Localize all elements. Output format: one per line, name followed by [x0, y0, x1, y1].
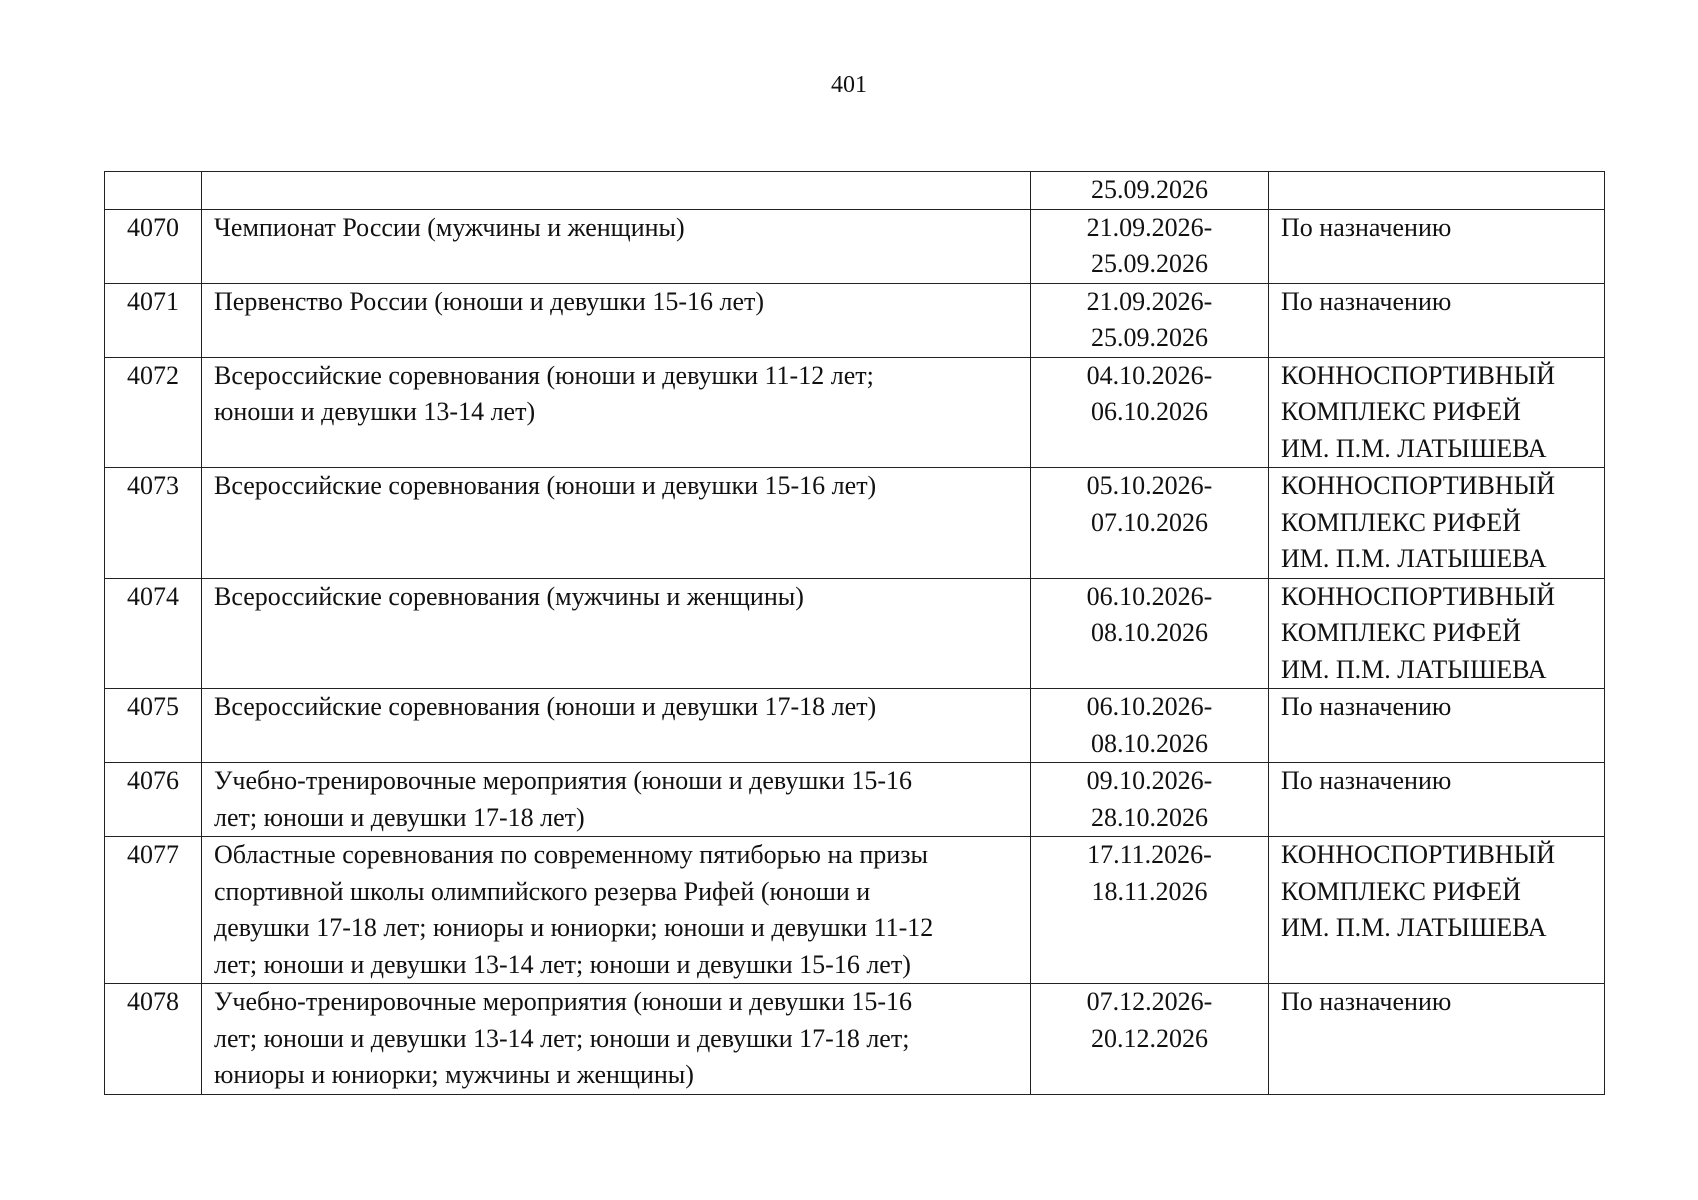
event-name-cell	[202, 689, 1031, 763]
event-dates-line: 06.10.2026-	[1086, 692, 1213, 721]
table-row	[105, 172, 1605, 210]
event-venue-cell	[1269, 578, 1605, 689]
event-dates-cell	[1031, 984, 1269, 1095]
event-dates-cell	[1031, 578, 1269, 689]
event-venue-line: По назначению	[1281, 987, 1452, 1016]
event-number-cell: 4074	[105, 578, 202, 689]
table-row	[105, 283, 1605, 357]
event-name-line: Всероссийские соревнования (юноши и девушки 17-18 лет)	[214, 692, 877, 721]
event-venue-cell	[1269, 357, 1605, 468]
event-number-cell: 4073	[105, 468, 202, 579]
table-row	[105, 578, 1605, 689]
table-row	[105, 468, 1605, 579]
event-venue-cell	[1269, 209, 1605, 283]
event-dates-line: 20.12.2026	[1091, 1023, 1208, 1053]
event-dates-cell	[1031, 283, 1269, 357]
event-venue-line: По назначению	[1281, 212, 1452, 242]
event-number-cell: 4070	[105, 209, 202, 283]
event-venue-line: По назначению	[1281, 286, 1452, 316]
event-dates-line: 18.11.2026	[1091, 876, 1208, 906]
event-venue-line: КОННОСПОРТИВНЫЙ	[1281, 581, 1556, 611]
events-table	[104, 171, 1605, 1095]
event-venue-cell	[1269, 763, 1605, 837]
event-venue-line: КОННОСПОРТИВНЫЙ	[1281, 840, 1556, 869]
event-name-line: Областные соревнования по современному пятиборью на призы	[214, 840, 928, 869]
event-dates-line: 05.10.2026-	[1086, 471, 1213, 500]
event-name-cell	[202, 763, 1031, 837]
event-name-cell	[202, 357, 1031, 468]
event-number-cell: 4076	[105, 763, 202, 837]
page-number: 401	[831, 72, 867, 98]
event-number-cell: 4077	[105, 837, 202, 984]
event-venue-line: ИМ. П.М. ЛАТЫШЕВА	[1281, 913, 1547, 942]
table-row	[105, 357, 1605, 468]
event-dates-line: 07.10.2026	[1091, 507, 1208, 537]
event-name-line: Всероссийские соревнования (юноши и девушки 11-12 лет;	[214, 360, 874, 390]
event-venue-line: По назначению	[1281, 766, 1452, 795]
event-number-cell	[105, 172, 202, 210]
event-dates-line: 09.10.2026-	[1086, 766, 1213, 795]
event-dates-line: 25.09.2026	[1091, 175, 1208, 204]
event-venue-line: КОННОСПОРТИВНЫЙ	[1281, 471, 1556, 500]
event-dates-line: 07.12.2026-	[1086, 987, 1213, 1016]
event-name-line: девушки 17-18 лет; юниоры и юниорки; юноши и девушки 11-12	[214, 913, 934, 942]
event-name-line: юноши и девушки 13-14 лет)	[214, 397, 536, 426]
event-venue-line: По назначению	[1281, 692, 1452, 721]
event-dates-cell	[1031, 837, 1269, 984]
event-venue-cell	[1269, 837, 1605, 984]
table-row	[105, 837, 1605, 984]
event-dates-line: 06.10.2026-	[1086, 581, 1213, 611]
event-number-cell: 4078	[105, 984, 202, 1095]
event-name-cell	[202, 837, 1031, 984]
event-venue-line: ИМ. П.М. ЛАТЫШЕВА	[1281, 544, 1547, 573]
table-row	[105, 689, 1605, 763]
event-dates-line: 28.10.2026	[1091, 802, 1208, 832]
event-dates-line: 25.09.2026	[1091, 249, 1208, 278]
event-venue-cell	[1269, 172, 1605, 210]
event-name-cell	[202, 578, 1031, 689]
event-dates-line: 08.10.2026	[1091, 728, 1208, 758]
event-number-cell: 4072	[105, 357, 202, 468]
event-dates-line: 17.11.2026-	[1087, 840, 1212, 869]
event-number-cell: 4071	[105, 283, 202, 357]
table-row	[105, 984, 1605, 1095]
event-dates-cell	[1031, 689, 1269, 763]
event-name-line: юниоры и юниорки; мужчины и женщины)	[214, 1060, 694, 1089]
events-table-body	[105, 172, 1605, 1095]
event-name-cell	[202, 984, 1031, 1095]
event-dates-line: 21.09.2026-	[1086, 212, 1213, 242]
event-venue-line: КОМПЛЕКС РИФЕЙ	[1281, 397, 1521, 426]
event-name-cell	[202, 468, 1031, 579]
event-venue-line: КОННОСПОРТИВНЫЙ	[1281, 360, 1556, 390]
event-dates-line: 08.10.2026	[1091, 618, 1208, 647]
event-name-line: лет; юноши и девушки 13-14 лет; юноши и девушки 15-16 лет)	[214, 949, 911, 979]
event-name-line: Первенство России (юноши и девушки 15-16 лет)	[214, 286, 765, 316]
event-name-line: Всероссийские соревнования (мужчины и женщины)	[214, 581, 804, 611]
event-dates-line: 06.10.2026	[1091, 397, 1208, 426]
event-dates-cell	[1031, 209, 1269, 283]
event-name-line: лет; юноши и девушки 17-18 лет)	[214, 802, 585, 832]
event-name-line: спортивной школы олимпийского резерва Рифей (юноши и	[214, 876, 871, 906]
event-dates-line: 04.10.2026-	[1086, 360, 1213, 390]
event-venue-line: КОМПЛЕКС РИФЕЙ	[1281, 618, 1521, 647]
event-venue-cell	[1269, 689, 1605, 763]
event-name-line: Учебно-тренировочные мероприятия (юноши и девушки 15-16	[214, 766, 913, 795]
event-dates-cell	[1031, 468, 1269, 579]
event-venue-cell	[1269, 984, 1605, 1095]
event-dates-cell	[1031, 357, 1269, 468]
event-dates-cell	[1031, 763, 1269, 837]
event-dates-line: 21.09.2026-	[1086, 286, 1213, 316]
table-row	[105, 209, 1605, 283]
table-row	[105, 763, 1605, 837]
event-venue-cell	[1269, 283, 1605, 357]
event-name-line: Всероссийские соревнования (юноши и девушки 15-16 лет)	[214, 471, 877, 500]
event-venue-line: ИМ. П.М. ЛАТЫШЕВА	[1281, 433, 1547, 463]
event-venue-line: ИМ. П.М. ЛАТЫШЕВА	[1281, 654, 1547, 684]
event-name-cell	[202, 172, 1031, 210]
event-number-cell: 4075	[105, 689, 202, 763]
event-name-line: лет; юноши и девушки 13-14 лет; юноши и девушки 17-18 лет;	[214, 1023, 910, 1053]
event-name-cell	[202, 209, 1031, 283]
event-venue-line: КОМПЛЕКС РИФЕЙ	[1281, 507, 1521, 537]
event-dates-cell	[1031, 172, 1269, 210]
event-venue-cell	[1269, 468, 1605, 579]
event-venue-line: КОМПЛЕКС РИФЕЙ	[1281, 876, 1521, 906]
event-name-cell	[202, 283, 1031, 357]
event-name-line: Чемпионат России (мужчины и женщины)	[214, 212, 685, 242]
event-dates-line: 25.09.2026	[1091, 323, 1208, 352]
event-name-line: Учебно-тренировочные мероприятия (юноши и девушки 15-16	[214, 987, 913, 1016]
